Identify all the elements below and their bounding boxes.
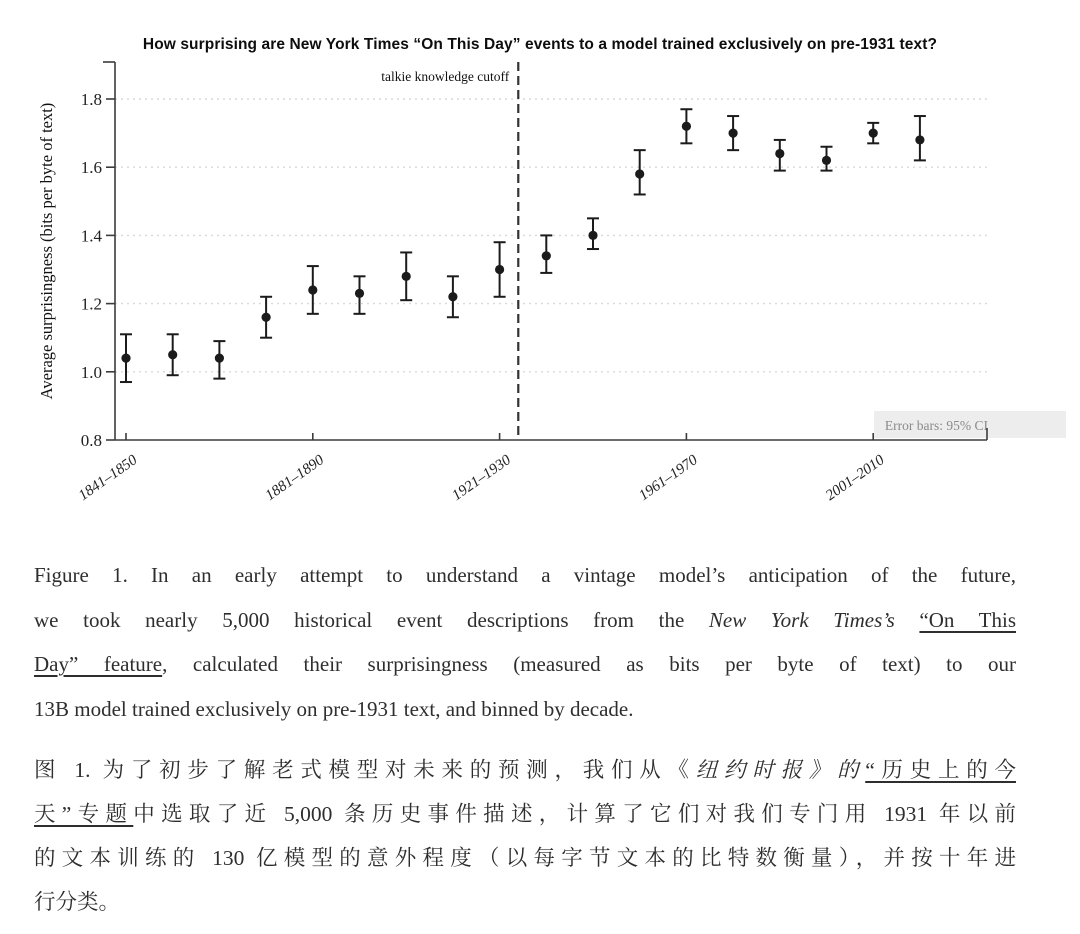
caption-text: 13B model trained exclusively on pre-1931 text, and binned by decade. xyxy=(34,696,634,721)
y-tick-label: 1.2 xyxy=(80,294,102,314)
caption-line xyxy=(34,880,1016,924)
x-tick-label: 1961–1970 xyxy=(636,452,701,504)
cutoff-label: talkie knowledge cutoff xyxy=(381,69,510,84)
data-point xyxy=(869,129,878,138)
caption-link[interactable]: 天”专题 xyxy=(34,802,134,826)
data-point xyxy=(121,354,130,363)
data-point xyxy=(682,122,691,131)
y-tick-label: 1.6 xyxy=(80,158,102,178)
caption-line xyxy=(34,642,1016,687)
caption-text: 图 1. 为了初步了解老式模型对未来的预测，我们从《 xyxy=(34,758,696,782)
y-axis-label: Average surprisingness (bits per byte of text) xyxy=(37,102,56,400)
caption-text: , calculated their surprisingness (measured as bits per byte of text) to our xyxy=(162,652,1016,676)
x-tick-label: 1881–1890 xyxy=(262,452,328,504)
data-point xyxy=(635,169,644,178)
data-point xyxy=(215,354,224,363)
caption-text: 的文本训练的 130 亿模型的意外程度（以每字节文本的比特数衡量），并按十年进 xyxy=(34,846,1016,870)
caption-link[interactable]: “On This xyxy=(919,607,1017,632)
x-tick-label: 2001–2010 xyxy=(823,452,888,504)
caption-text: 纽约时报》的 xyxy=(695,758,866,782)
caption-line xyxy=(34,598,1016,643)
data-point xyxy=(542,251,551,260)
caption-text: we took nearly 5,000 historical event descriptions from the xyxy=(34,607,709,632)
data-point xyxy=(448,292,457,301)
caption-text: 行分类。 xyxy=(34,890,121,914)
caption-line xyxy=(34,748,1016,792)
data-point xyxy=(822,156,831,165)
data-point xyxy=(168,350,177,359)
data-point xyxy=(588,231,597,240)
caption-text: Figure 1. In an early attempt to understand a vintage model’s anticipation of the future, xyxy=(34,563,1016,587)
figure-caption-en xyxy=(34,553,1016,731)
data-point xyxy=(262,313,271,322)
caption-text: New York Times’s xyxy=(708,607,895,632)
x-tick-label: 1921–1930 xyxy=(449,452,514,504)
caption-line xyxy=(34,836,1016,880)
figure-caption-zh xyxy=(34,748,1016,924)
y-tick-label: 0.8 xyxy=(80,431,102,450)
chart-title: How surprising are New York Times “On This Day” events to a model trained exclusively on pre-1931 text? xyxy=(142,36,938,53)
caption-line xyxy=(34,792,1016,836)
x-tick-label: 1841–1850 xyxy=(75,452,141,504)
data-point xyxy=(775,149,784,158)
y-tick-label: 1.4 xyxy=(80,226,102,246)
caption-line xyxy=(34,553,1016,598)
caption-text xyxy=(895,608,920,632)
y-tick-label: 1.0 xyxy=(80,362,102,382)
data-point xyxy=(355,289,364,298)
caption-line xyxy=(34,687,1016,732)
y-tick-label: 1.8 xyxy=(80,90,102,109)
data-point xyxy=(729,129,738,138)
error-note: Error bars: 95% CI xyxy=(884,418,988,433)
data-point xyxy=(495,265,504,274)
data-point xyxy=(915,135,924,144)
caption-text: 中选取了近 5,000 条历史事件描述，计算了它们对我们专门用 1931 年以前 xyxy=(133,802,1016,826)
data-point xyxy=(402,272,411,281)
caption-link[interactable]: “历史上的今 xyxy=(865,758,1016,782)
caption-link[interactable]: Day” feature xyxy=(34,652,163,676)
data-point xyxy=(308,285,317,294)
